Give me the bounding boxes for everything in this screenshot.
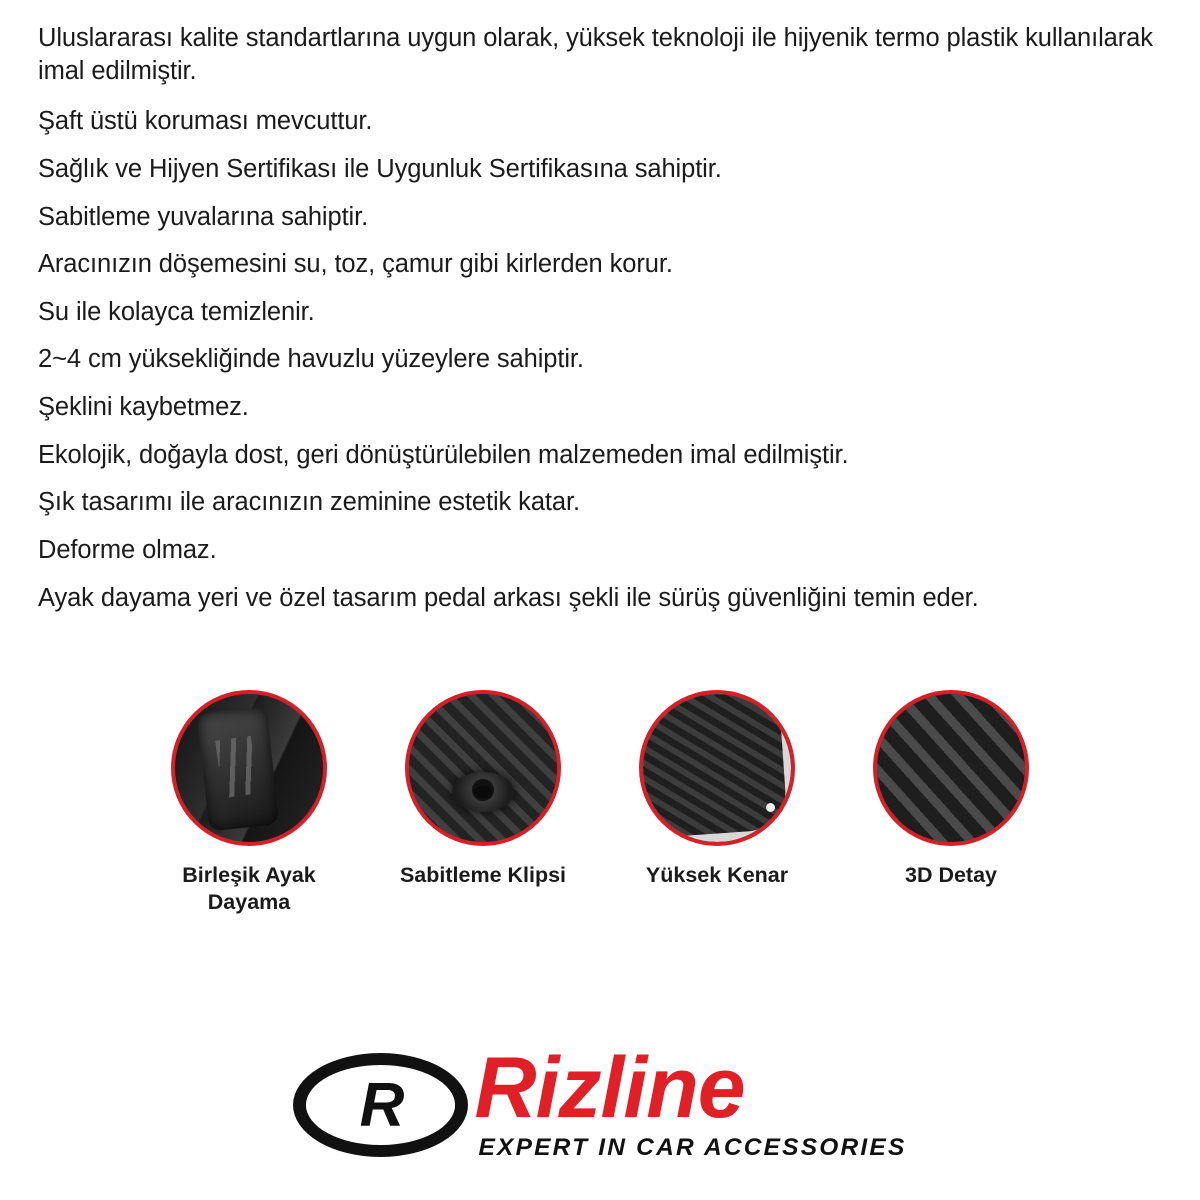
list-item: Şeklini kaybetmez. <box>38 393 249 421</box>
callout-high-edge <box>637 690 797 916</box>
logo-wordmark: Rizline <box>474 1040 745 1137</box>
detail-callout-row <box>0 690 1200 916</box>
rizline-emblem-icon <box>293 1041 468 1169</box>
logo-mark-letter: R <box>359 1070 403 1140</box>
callout-foot-rest <box>169 690 329 916</box>
brand-logo <box>0 1020 1200 1190</box>
3d-texture-detail-photo <box>873 690 1029 846</box>
list-item: Şaft üstü koruması mevcuttur. <box>38 107 373 136</box>
callout-label: Sabitleme Klipsi <box>399 863 567 887</box>
callout-label: Yüksek Kenar <box>645 863 789 887</box>
logo-tagline: EXPERT IN CAR ACCESSORIES <box>478 1133 907 1161</box>
list-item: Aracınızın döşemesini su, toz, çamur gibi kirlerden korur. <box>38 250 673 279</box>
callout-fixing-clip <box>399 690 567 916</box>
list-item: Ayak dayama yeri ve özel tasarım pedal arkası şekli ile sürüş güvenliğini temin eder. <box>38 583 979 612</box>
list-item: Sağlık ve Hijyen Sertifikası ile Uygunluk Sertifikasına sahiptir. <box>38 154 722 183</box>
callout-label: Birleşik Ayak Dayama <box>182 863 316 914</box>
list-item: Su ile kolayca temizlenir. <box>38 297 315 326</box>
fixing-clip-detail-photo <box>405 690 561 846</box>
feature-list <box>38 22 1162 614</box>
callout-label: 3D Detay <box>904 863 997 887</box>
callout-3d-detail <box>871 690 1031 916</box>
list-item: Deforme olmaz. <box>38 535 217 564</box>
list-item: Ekolojik, doğayla dost, geri dönüştürülebilen malzemeden imal edilmiştir. <box>38 440 849 469</box>
high-edge-detail-photo <box>639 690 795 846</box>
list-item: Uluslararası kalite standartlarına uygun olarak, yüksek teknoloji ile hijyenik termo plastik kullanılarak imal edilmiştir. <box>38 24 1153 85</box>
list-item: Sabitleme yuvalarına sahiptir. <box>38 202 369 231</box>
list-item: 2~4 cm yüksekliğinde havuzlu yüzeylere sahiptir. <box>38 345 584 374</box>
list-item: Şık tasarımı ile aracınızın zeminine estetik katar. <box>38 488 580 517</box>
foot-rest-detail-photo <box>171 690 327 846</box>
